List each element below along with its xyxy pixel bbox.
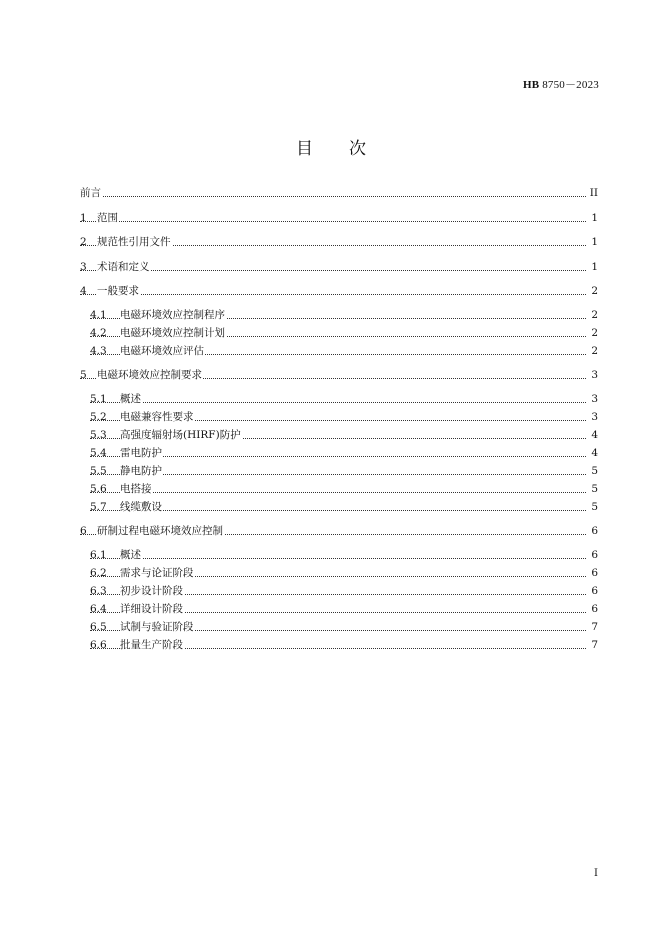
toc-entry-number: 6 (80, 525, 87, 537)
toc-entry-number: 6.2 (90, 567, 107, 579)
toc-entry-page: 6 (591, 585, 598, 597)
toc-entry-page: 3 (591, 369, 598, 381)
standard-code-prefix: HB (522, 79, 540, 91)
toc-entry[interactable] (80, 185, 598, 201)
toc-entry-page: 5 (591, 501, 598, 513)
toc-subentry[interactable] (90, 445, 598, 461)
toc-subentry[interactable] (90, 499, 598, 515)
toc-entry-title: 高强度辐射场(HIRF)防护 (120, 429, 241, 441)
toc-entry-title: 规范性引用文件 (97, 236, 171, 248)
footer-page-number: I (594, 868, 598, 879)
toc-entry-page: 3 (591, 411, 598, 423)
toc-entry-title: 静电防护 (120, 465, 162, 477)
toc-entry-title: 雷电防护 (120, 447, 162, 459)
toc-entry-number: 6.5 (90, 621, 107, 633)
toc-entry-number: 4 (80, 285, 87, 297)
toc-subentry[interactable] (90, 619, 598, 635)
toc-entry-page: 1 (591, 212, 598, 224)
toc-subentry[interactable] (90, 427, 598, 443)
toc-subentry[interactable] (90, 583, 598, 599)
toc-entry-page: 6 (591, 525, 598, 537)
toc-subentry[interactable] (90, 307, 598, 323)
toc-entry[interactable] (80, 234, 598, 250)
toc-entry-title: 概述 (120, 549, 141, 561)
toc-subentry[interactable] (90, 409, 598, 425)
toc-entry-number: 5.5 (90, 465, 107, 477)
toc-leader-dots (90, 492, 586, 493)
toc-entry-page: 3 (591, 393, 598, 405)
toc-leader-dots (80, 196, 586, 197)
toc-entry-page: 2 (591, 285, 598, 297)
toc-entry-page: 1 (591, 236, 598, 248)
toc-entry-page: 4 (591, 447, 598, 459)
toc-subentry[interactable] (90, 601, 598, 617)
toc-entry-title: 初步设计阶段 (120, 585, 183, 597)
toc-subentry[interactable] (90, 481, 598, 497)
toc-entry-title: 线缆敷设 (120, 501, 162, 513)
page-title (0, 134, 662, 159)
toc-entry-number: 5.3 (90, 429, 107, 441)
toc-entry-number: 5 (80, 369, 87, 381)
toc-leader-dots (90, 510, 586, 511)
toc-entry-title: 一般要求 (97, 285, 139, 297)
toc-entry-number: 4.2 (90, 327, 107, 339)
toc-subentry[interactable] (90, 547, 598, 563)
toc-entry-title: 需求与论证阶段 (120, 567, 194, 579)
toc-entry[interactable] (80, 523, 598, 539)
toc-entry-title: 概述 (120, 393, 141, 405)
toc-entry-page: 6 (591, 567, 598, 579)
toc-entry-number: 5.7 (90, 501, 107, 513)
toc-entry-title: 批量生产阶段 (120, 639, 183, 651)
toc-entry-page: 7 (591, 639, 598, 651)
toc-entry-number: 4.1 (90, 309, 107, 321)
toc-entry[interactable] (80, 210, 598, 226)
toc-entry-title: 电磁环境效应评估 (120, 345, 204, 357)
toc-entry-title: 范围 (97, 212, 118, 224)
toc-leader-dots (90, 402, 586, 403)
toc-subentry[interactable] (90, 343, 598, 359)
toc-subentry[interactable] (90, 565, 598, 581)
toc-leader-dots (90, 474, 586, 475)
toc-entry-number: 1 (80, 212, 87, 224)
toc-entry-number: 3 (80, 261, 87, 273)
toc-entry-page: 2 (591, 327, 598, 339)
toc-entry-number: 2 (80, 236, 87, 248)
toc-entry-page: 6 (591, 603, 598, 615)
toc-entry-title: 试制与验证阶段 (120, 621, 194, 633)
toc-leader-dots (90, 456, 586, 457)
toc-entry-number: 6.4 (90, 603, 107, 615)
toc-entry-title: 研制过程电磁环境效应控制 (97, 525, 223, 537)
toc-entry-number: 6.3 (90, 585, 107, 597)
toc-entry-number: 5.4 (90, 447, 107, 459)
toc-entry-number: 4.3 (90, 345, 107, 357)
toc-entry-title: 电磁环境效应控制要求 (97, 369, 202, 381)
page-title-part2: 次 (349, 139, 366, 159)
toc-subentry[interactable] (90, 463, 598, 479)
toc-entry-title: 术语和定义 (97, 261, 150, 273)
toc-leader-dots (80, 221, 586, 222)
toc-entry-number: 5.1 (90, 393, 107, 405)
toc-entry-page: 1 (591, 261, 598, 273)
toc-entry[interactable] (80, 367, 598, 383)
toc-leader-dots (90, 558, 586, 559)
toc-entry-title: 电磁兼容性要求 (120, 411, 194, 423)
page-title-part1: 目 (296, 139, 313, 159)
toc-subentry[interactable] (90, 391, 598, 407)
toc-entry[interactable] (80, 283, 598, 299)
toc-entry-page: 4 (591, 429, 598, 441)
toc-entry-title: 电磁环境效应控制计划 (120, 327, 225, 339)
toc-entry[interactable] (80, 259, 598, 275)
toc-leader-dots (80, 294, 586, 295)
toc-entry-page: 6 (591, 549, 598, 561)
toc-entry-number: 6.6 (90, 639, 107, 651)
toc-leader-dots (80, 270, 586, 271)
toc-entry-page: 2 (591, 309, 598, 321)
toc-entry-title: 电搭接 (120, 483, 152, 495)
toc-subentry[interactable] (90, 637, 598, 653)
toc-entry-number: 5.6 (90, 483, 107, 495)
toc-entry-page: II (589, 187, 598, 199)
toc-entry-number: 6.1 (90, 549, 107, 561)
toc-entry-title: 电磁环境效应控制程序 (120, 309, 225, 321)
toc-entry-page: 2 (591, 345, 598, 357)
toc-entry-number: 5.2 (90, 411, 107, 423)
toc-subentry[interactable] (90, 325, 598, 341)
standard-code (523, 76, 599, 92)
toc-entry-page: 7 (591, 621, 598, 633)
toc-entry-page: 5 (591, 465, 598, 477)
standard-code-number: 8750－2023 (542, 79, 599, 91)
toc-entry-page: 5 (591, 483, 598, 495)
toc-entry-title: 前言 (80, 187, 101, 199)
toc-entry-title: 详细设计阶段 (120, 603, 183, 615)
